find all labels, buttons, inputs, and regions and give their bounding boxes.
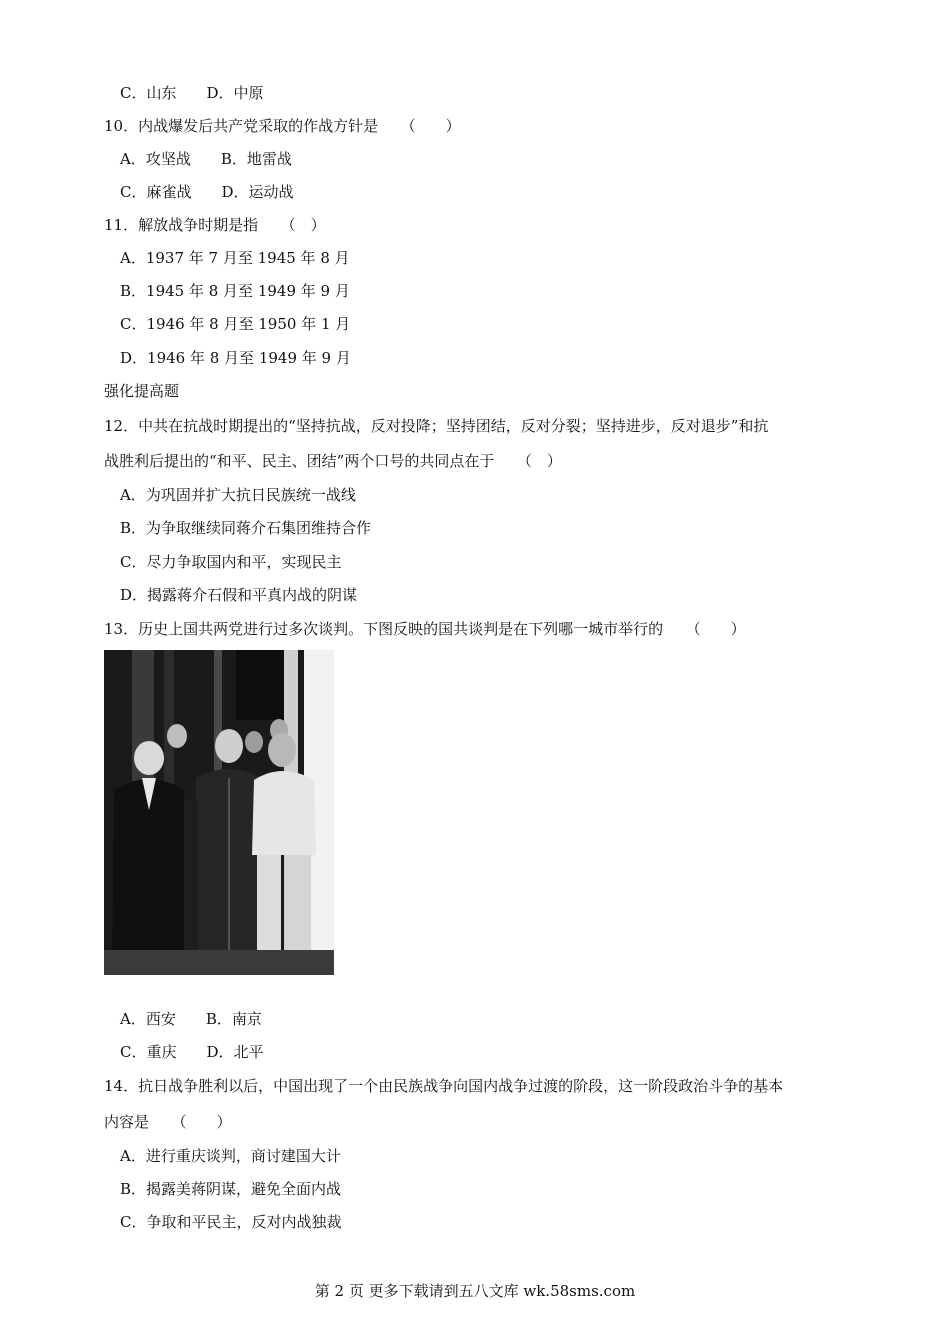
question-12-line1: 12．中共在抗战时期提出的“坚持抗战，反对投降；坚持团结，反对分裂；坚持进步，反对退步”和抗 <box>104 417 769 435</box>
q14-option-a: A．进行重庆谈判，商讨建国大计 <box>120 1147 341 1165</box>
q10-options-cd: C．麻雀战 D．运动战 <box>120 183 294 201</box>
q12-option-a: A．为巩固并扩大抗日民族统一战线 <box>120 486 356 504</box>
q9-options-cd: C．山东 D．中原 <box>120 84 264 102</box>
q14-option-b: B．揭露美蒋阴谋，避免全面内战 <box>120 1180 342 1198</box>
question-11: 11．解放战争时期是指 （ ） <box>104 216 326 234</box>
q12-option-c: C．尽力争取国内和平，实现民主 <box>120 553 342 571</box>
question-14-line2: 内容是 （ ） <box>104 1113 232 1131</box>
question-10: 10．内战爆发后共产党采取的作战方针是 （ ） <box>104 117 461 135</box>
q11-option-c: C．1946 年 8 月至 1950 年 1 月 <box>120 315 351 333</box>
question-13: 13．历史上国共两党进行过多次谈判。下图反映的国共谈判是在下列哪一城市举行的 （ ） <box>104 620 746 638</box>
q11-option-d: D．1946 年 8 月至 1949 年 9 月 <box>120 349 351 367</box>
q13-options-cd: C．重庆 D．北平 <box>120 1043 264 1061</box>
q12-option-d: D．揭露蒋介石假和平真内战的阴谋 <box>120 586 358 604</box>
page-footer: 第 2 页 更多下载请到五八文库 wk.58sms.com <box>314 1282 636 1300</box>
q12-option-b: B．为争取继续同蒋介石集团维持合作 <box>120 519 372 537</box>
question-14-line1: 14．抗日战争胜利以后，中国出现了一个由民族战争向国内战争过渡的阶段，这一阶段政治斗争的基本 <box>104 1077 784 1095</box>
q11-option-a: A．1937 年 7 月至 1945 年 8 月 <box>120 249 350 267</box>
q11-option-b: B．1945 年 8 月至 1949 年 9 月 <box>120 282 350 300</box>
question-12-line2: 战胜利后提出的“和平、民主、团结”两个口号的共同点在于 （ ） <box>104 452 562 470</box>
q14-option-c: C．争取和平民主，反对内战独裁 <box>120 1213 342 1231</box>
section-heading: 强化提高题 <box>104 382 180 400</box>
historical-photo <box>104 650 334 975</box>
photo-illustration <box>104 650 334 975</box>
q13-options-ab: A．西安 B．南京 <box>120 1010 262 1028</box>
q10-options-ab: A．攻坚战 B．地雷战 <box>120 150 292 168</box>
